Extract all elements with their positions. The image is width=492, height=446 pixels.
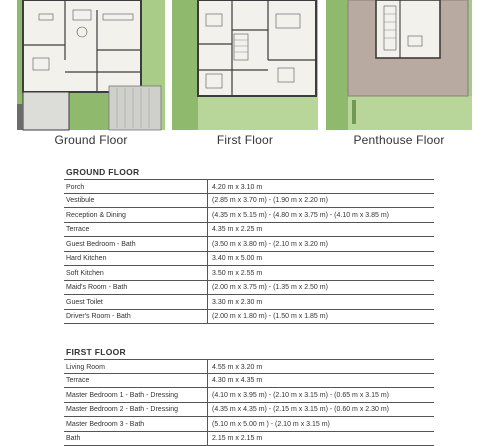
first-floor-room-table <box>64 359 434 446</box>
table-row <box>64 295 434 310</box>
table-row <box>64 359 434 374</box>
room-name: Bath <box>66 435 80 442</box>
room-name: Master Bedroom 2 - Bath - Dressing <box>66 406 178 413</box>
room-name: Maid's Room - Bath <box>66 284 127 291</box>
table-row <box>64 374 434 389</box>
room-name: Living Room <box>66 364 105 371</box>
room-name: Master Bedroom 1 - Bath - Dressing <box>66 392 178 399</box>
room-name: Porch <box>66 184 84 191</box>
table-row <box>64 179 434 194</box>
room-dimensions: (4.35 m x 5.15 m) - (4.80 m x 3.75 m) - (4.10 m x 3.85 m) <box>212 212 389 219</box>
table-row <box>64 281 434 296</box>
room-dimensions: (4.35 m x 4.35 m) - (2.15 m x 3.15 m) - (0.60 m x 2.30 m) <box>212 406 389 413</box>
room-name: Driver's Room - Bath <box>66 313 131 320</box>
ground-floor-room-table <box>64 179 434 324</box>
room-dimensions: 3.50 m x 2.55 m <box>212 270 262 277</box>
table-row <box>64 252 434 267</box>
room-dimensions: (5.10 m x 5.00 m ) - (2.10 m x 3.15 m) <box>212 421 330 428</box>
floor-plan-gallery <box>0 0 492 130</box>
table-row <box>64 208 434 223</box>
table-row <box>64 403 434 418</box>
room-name: Hard Kitchen <box>66 255 106 262</box>
room-name: Master Bedroom 3 - Bath <box>66 421 144 428</box>
table-row <box>64 417 434 432</box>
table-row <box>64 237 434 252</box>
room-name: Terrace <box>66 377 89 384</box>
first-floor-caption: First Floor <box>172 133 318 147</box>
room-name: Terrace <box>66 226 89 233</box>
room-dimensions: (2.00 m x 1.80 m) - (1.50 m x 1.85 m) <box>212 313 328 320</box>
room-dimensions: 3.40 m x 5.00 m <box>212 255 262 262</box>
penthouse-floor-caption: Penthouse Floor <box>326 133 472 147</box>
penthouse-floor-plan[interactable] <box>326 0 472 130</box>
room-dimensions: (3.50 m x 3.80 m) - (2.10 m x 3.20 m) <box>212 241 328 248</box>
room-dimensions: 4.20 m x 3.10 m <box>212 184 262 191</box>
room-dimensions: 4.55 m x 3.20 m <box>212 364 262 371</box>
room-dimensions: 4.30 m x 4.35 m <box>212 377 262 384</box>
table-row <box>64 223 434 238</box>
room-name: Reception & Dining <box>66 212 126 219</box>
first-floor-section-title: FIRST FLOOR <box>66 347 126 357</box>
table-row <box>64 310 434 325</box>
table-row <box>64 266 434 281</box>
room-dimensions: 3.30 m x 2.30 m <box>212 299 262 306</box>
table-row <box>64 388 434 403</box>
ground-floor-section-title: GROUND FLOOR <box>66 167 139 177</box>
room-dimensions: (2.00 m x 3.75 m) - (1.35 m x 2.50 m) <box>212 284 328 291</box>
ground-floor-plan[interactable] <box>17 0 165 130</box>
room-dimensions: (2.85 m x 3.70 m) - (1.90 m x 2.20 m) <box>212 197 328 204</box>
room-dimensions: 2.15 m x 2.15 m <box>212 435 262 442</box>
room-name: Guest Bedroom - Bath <box>66 241 136 248</box>
ground-floor-caption: Ground Floor <box>17 133 165 147</box>
room-name: Vestibule <box>66 197 94 204</box>
room-dimensions: (4.10 m x 3.95 m) - (2.10 m x 3.15 m) - (0.65 m x 3.15 m) <box>212 392 389 399</box>
table-row <box>64 432 434 446</box>
room-name: Guest Toilet <box>66 299 103 306</box>
first-floor-plan[interactable] <box>172 0 318 130</box>
table-row <box>64 194 434 209</box>
room-dimensions: 4.35 m x 2.25 m <box>212 226 262 233</box>
room-name: Soft Kitchen <box>66 270 104 277</box>
